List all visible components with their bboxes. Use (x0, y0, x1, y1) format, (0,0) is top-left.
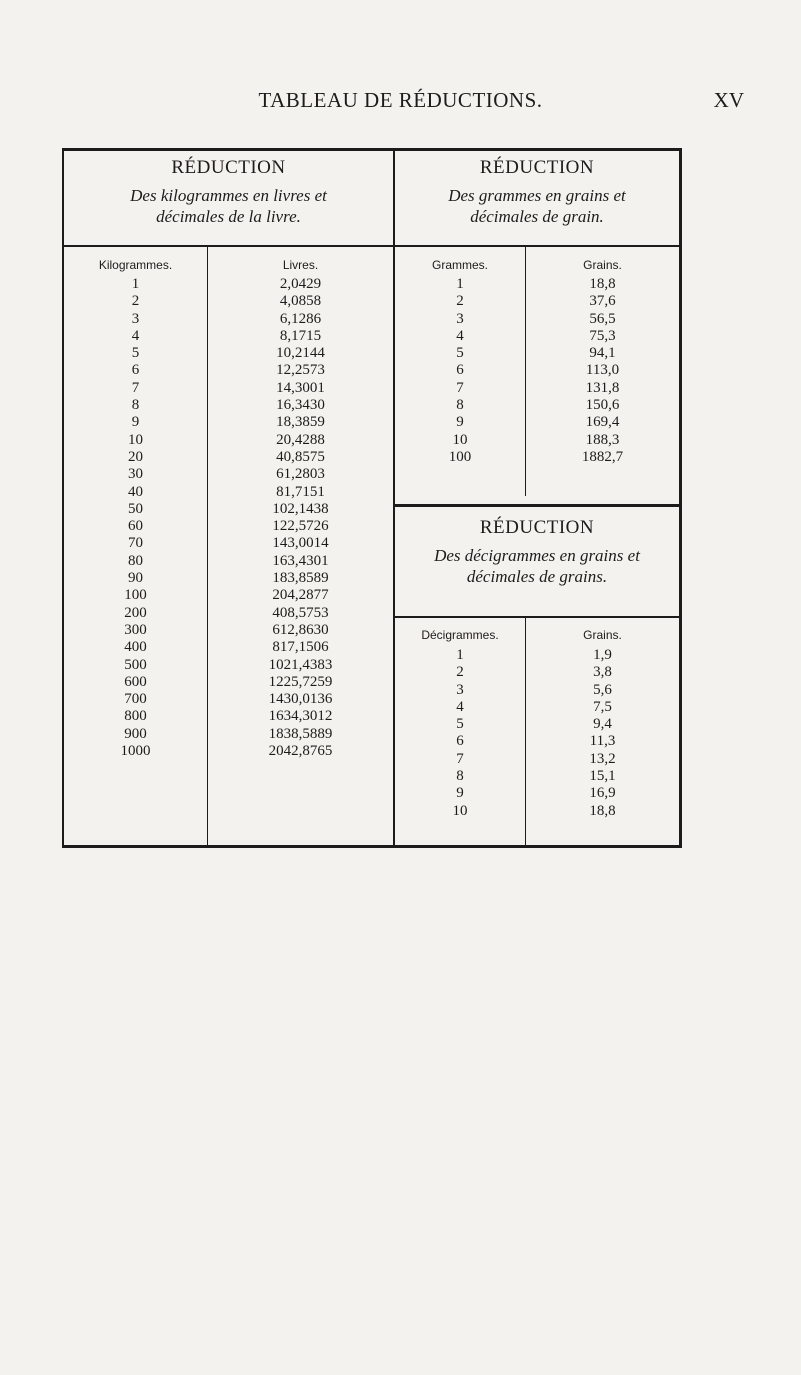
kilos-col2-cell: 16,3430 (276, 397, 325, 414)
kilos-col2-cell: 204,2877 (272, 587, 329, 604)
grammes-col1-header: Grammes. (431, 258, 488, 272)
grammes-col1-cell: 3 (456, 310, 464, 327)
grammes-col2-cell: 94,1 (589, 345, 616, 362)
grammes-subtitle-line2: décimales de grain. (470, 207, 604, 226)
kilos-col1-cell: 80 (128, 552, 143, 569)
decigrammes-col1-cell: 5 (456, 716, 464, 733)
kilos-col2-cell: 163,4301 (272, 552, 329, 569)
grammes-col2-cell: 1882,7 (581, 448, 624, 465)
decigrammes-col2-cell: 15,1 (589, 768, 616, 785)
decigrammes-subtitle-line1: Des décigrammes en grains et (434, 546, 640, 565)
kilos-col1-cell: 40 (128, 483, 143, 500)
kilos-col1-cell: 3 (131, 310, 140, 327)
decigrammes-col1-cell: 9 (456, 785, 464, 802)
kilos-col2-cell: 122,5726 (272, 518, 329, 535)
kilos-col1-cell: 4 (131, 327, 140, 344)
kilos-col1-cell: 200 (124, 604, 147, 621)
decigrammes-top-rule (395, 504, 679, 507)
decigrammes-header-rule (395, 616, 679, 618)
grammes-col1-cell: 2 (456, 293, 464, 310)
kilos-col2-cell: 2042,8765 (268, 743, 333, 760)
kilos-col1-cell: 1 (131, 276, 140, 292)
kilos-col1-cell: 900 (124, 725, 147, 742)
kilos-subtitle-line1: Des kilogrammes en livres et (130, 186, 327, 205)
page-title: TABLEAU DE RÉDUCTIONS. (258, 88, 543, 112)
kilos-col1-cell: 90 (128, 570, 143, 587)
grammes-col2 (526, 276, 679, 466)
grammes-col2-cell: 131,8 (585, 379, 620, 396)
kilos-col1-cell: 10 (128, 431, 143, 448)
kilos-col1-cell: 1000 (120, 743, 151, 760)
decigrammes-col2-header: Grains. (583, 628, 622, 642)
kilos-col1-cell: 6 (131, 362, 140, 379)
grammes-col1-cell: 6 (456, 362, 464, 379)
kilos-col1-cell: 9 (131, 414, 140, 431)
decigrammes-col1-cell: 1 (456, 647, 464, 663)
grammes-col1-cell: 1 (456, 276, 464, 292)
kilos-col2-cell: 8,1715 (279, 327, 322, 344)
kilos-col1-cell: 300 (124, 621, 147, 638)
kilos-col2-cell: 6,1286 (279, 310, 322, 327)
grammes-col2-header: Grains. (583, 258, 622, 272)
kilos-col1-cell: 7 (131, 379, 140, 396)
grammes-col2-cell: 113,0 (585, 362, 620, 379)
kilos-col2-cell: 81,7151 (276, 483, 325, 500)
grammes-col1-cell: 100 (448, 448, 472, 465)
decigrammes-col2-cell: 13,2 (589, 750, 616, 767)
grammes-header-rule (395, 245, 679, 247)
kilos-col2-cell: 408,5753 (272, 604, 329, 621)
kilos-col2-cell: 2,0429 (279, 276, 322, 292)
running-head (0, 88, 801, 118)
kilos-col1-cell: 800 (124, 708, 147, 725)
decigrammes-col1-cell: 7 (456, 750, 464, 767)
kilos-col2-cell: 4,0858 (279, 293, 322, 310)
kilos-col2 (208, 276, 393, 760)
kilos-heading: RÉDUCTION (171, 157, 286, 178)
page-number: XV (713, 88, 744, 112)
kilos-col2-cell: 1021,4383 (268, 656, 333, 673)
kilos-col2-cell: 40,8575 (276, 448, 325, 465)
kilos-col1 (64, 276, 207, 760)
grammes-col2-cell: 169,4 (585, 414, 620, 431)
kilos-col2-cell: 1838,5889 (268, 725, 333, 742)
grammes-col1-cell: 9 (456, 414, 464, 431)
kilos-col2-cell: 18,3859 (276, 414, 325, 431)
kilos-col2-cell: 12,2573 (276, 362, 325, 379)
kilos-col2-cell: 1225,7259 (268, 673, 333, 690)
kilos-col1-cell: 20 (128, 448, 143, 465)
kilos-col2-cell: 61,2803 (276, 466, 325, 483)
grammes-col1-cell: 5 (456, 345, 464, 362)
decigrammes-heading: RÉDUCTION (479, 517, 595, 538)
decigrammes-col2-cell: 1,9 (593, 647, 612, 663)
decigrammes-col2-cell: 9,4 (593, 716, 612, 733)
kilos-col2-cell: 612,8630 (272, 621, 329, 638)
decigrammes-section-header (395, 517, 679, 587)
decigrammes-col1-cell: 8 (456, 768, 464, 785)
kilos-col1-cell: 30 (128, 466, 143, 483)
kilos-col1-cell: 2 (131, 293, 140, 310)
kilos-col2-cell: 14,3001 (276, 379, 325, 396)
grammes-col2-cell: 75,3 (589, 327, 616, 344)
decigrammes-col1-cell: 3 (456, 681, 464, 698)
decigrammes-col1 (395, 647, 525, 820)
grammes-heading: RÉDUCTION (479, 157, 595, 178)
decigrammes-col2-cell: 5,6 (593, 681, 612, 698)
decigrammes-col1-cell: 4 (456, 698, 464, 715)
decigrammes-col2-cell: 18,8 (589, 802, 616, 819)
kilos-col1-cell: 50 (128, 500, 143, 517)
decigrammes-col2-cell: 16,9 (589, 785, 616, 802)
grammes-col2-cell: 56,5 (589, 310, 616, 327)
grammes-col1-cell: 4 (456, 327, 464, 344)
kilos-col2-cell: 1634,3012 (268, 708, 333, 725)
kilos-col1-cell: 400 (124, 639, 147, 656)
kilos-col1-cell: 70 (128, 535, 143, 552)
kilos-subtitle-line2: décimales de la livre. (156, 207, 301, 226)
grammes-col1-cell: 7 (456, 379, 464, 396)
kilos-header-rule (64, 245, 393, 247)
kilos-col2-cell: 20,4288 (276, 431, 325, 448)
kilos-col1-cell: 8 (131, 397, 140, 414)
grammes-col1 (395, 276, 525, 466)
grammes-col1-cell: 8 (456, 397, 464, 414)
grammes-section-header (395, 157, 679, 227)
decigrammes-col2 (526, 647, 679, 820)
kilos-col2-header: Livres. (282, 258, 319, 272)
kilos-col1-header: Kilogrammes. (98, 258, 173, 272)
decigrammes-col1-cell: 2 (456, 664, 464, 681)
grammes-subtitle-line1: Des grammes en grains et (448, 186, 626, 205)
kilos-col1-cell: 600 (124, 673, 147, 690)
kilos-col2-cell: 102,1438 (272, 500, 329, 517)
kilos-col1-cell: 100 (124, 587, 147, 604)
kilos-col1-cell: 60 (128, 518, 143, 535)
kilos-col1-cell: 700 (124, 691, 147, 708)
decigrammes-col2-cell: 3,8 (593, 664, 612, 681)
kilos-col2-cell: 143,0014 (272, 535, 329, 552)
decigrammes-col1-cell: 6 (456, 733, 464, 750)
grammes-col1-cell: 10 (452, 431, 468, 448)
grammes-col2-cell: 188,3 (585, 431, 620, 448)
decigrammes-col1-header: Décigrammes. (421, 628, 499, 642)
decigrammes-subtitle-line2: décimales de grains. (466, 567, 608, 586)
kilos-col2-cell: 10,2144 (276, 345, 325, 362)
decigrammes-col1-cell: 10 (452, 802, 468, 819)
kilos-col1-cell: 5 (131, 345, 140, 362)
kilos-col2-cell: 183,8589 (272, 570, 329, 587)
kilos-col2-cell: 1430,0136 (268, 691, 333, 708)
kilos-col1-cell: 500 (124, 656, 147, 673)
kilos-section-header (64, 157, 393, 227)
grammes-col2-cell: 150,6 (585, 397, 620, 414)
reduction-table (62, 148, 682, 848)
decigrammes-col2-cell: 7,5 (593, 698, 612, 715)
grammes-col2-cell: 37,6 (589, 293, 616, 310)
grammes-col2-cell: 18,8 (589, 276, 616, 292)
kilos-col2-cell: 817,1506 (272, 639, 329, 656)
decigrammes-col2-cell: 11,3 (589, 733, 616, 750)
